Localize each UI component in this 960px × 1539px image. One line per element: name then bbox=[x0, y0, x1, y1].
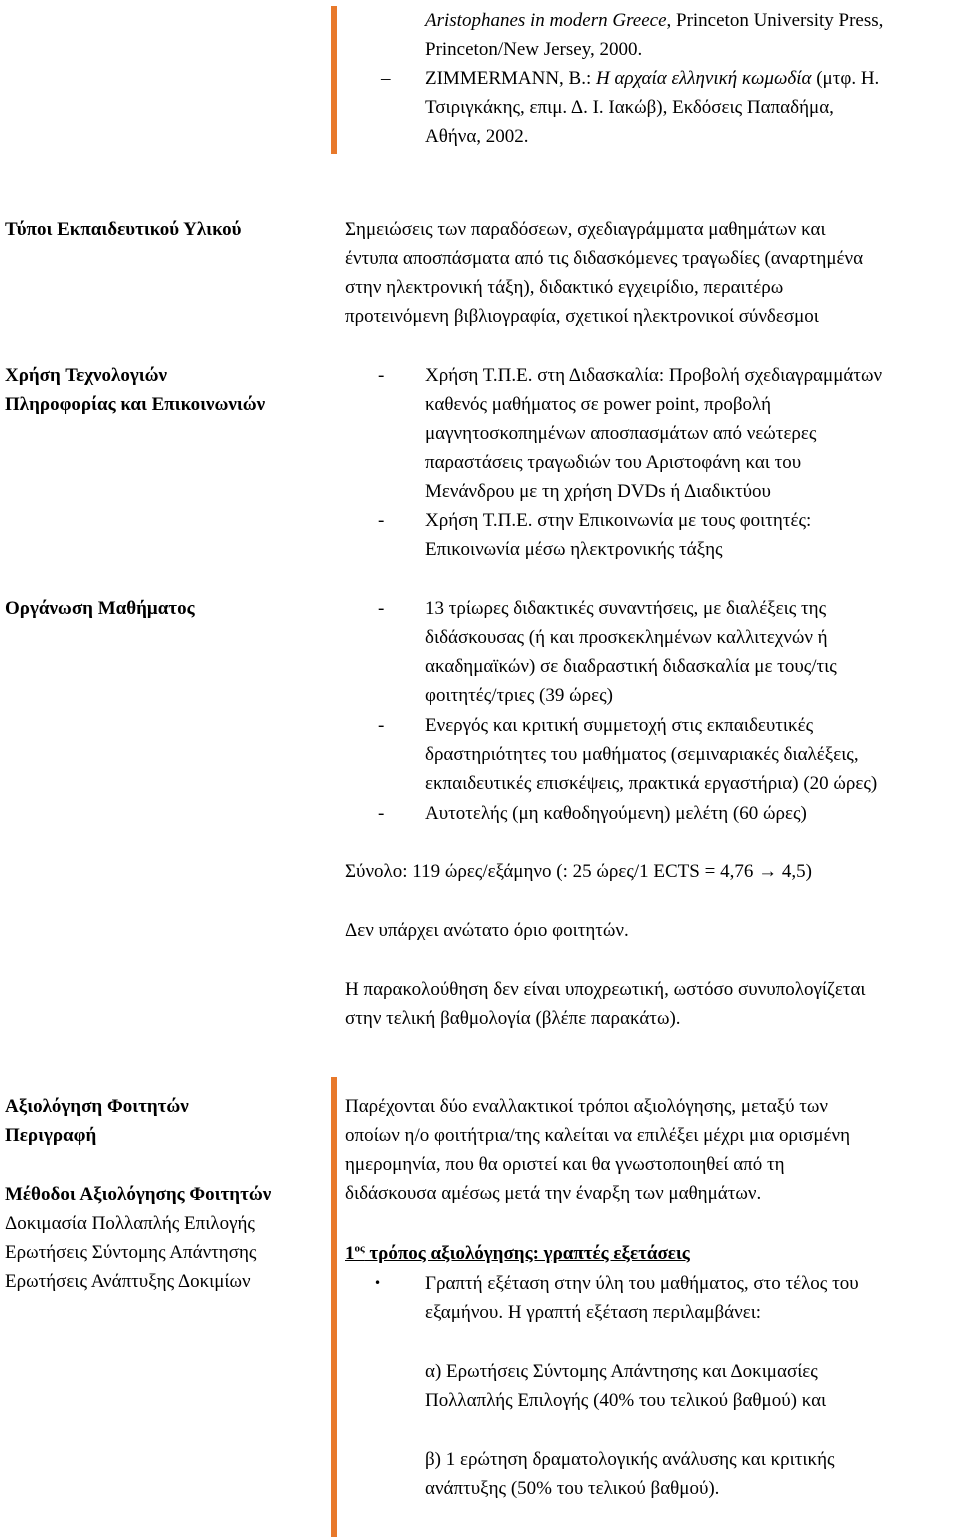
text-line: προτεινόμενη βιβλιογραφία, σχετικοί ηλεκτρονικοί σύνδεσμοι bbox=[345, 306, 819, 327]
exam-part-b bbox=[425, 1445, 960, 1503]
text-line: Επικοινωνία μέσω ηλεκτρονικής τάξης bbox=[425, 539, 723, 560]
text-line: οποίων η/ο φοιτήτρια/της καλείται να επιλέξει μέχρι μια ορισμένη bbox=[345, 1125, 851, 1146]
text-line: ημερομηνία, που θα οριστεί και θα γνωστοποιηθεί από τη bbox=[345, 1154, 785, 1175]
reference-line: Αθήνα, 2002. bbox=[425, 126, 529, 147]
no-limit-note: Δεν υπάρχει ανώτατο όριο φοιτητών. bbox=[345, 920, 629, 941]
text-line: Χρήση Τ.Π.Ε. στην Επικοινωνία με τους φοιτητές: bbox=[425, 510, 812, 531]
organization-item bbox=[425, 594, 960, 710]
way-text: τρόπος αξιολόγησης: γραπτές εξετάσεις bbox=[364, 1243, 690, 1264]
text-line: ανάπτυξης (50% του τελικού βαθμού). bbox=[425, 1478, 720, 1499]
organization-item: Αυτοτελής (μη καθοδηγούμενη) μελέτη (60 ώρες) bbox=[425, 803, 807, 824]
text-line: μαγνητοσκοπημένων αποσπασμάτων από νεώτερες bbox=[425, 423, 817, 444]
way-number: 1 bbox=[345, 1243, 355, 1264]
text-line: εκπαιδευτικές επισκέψεις, πρακτικά εργαστήρια) (20 ώρες) bbox=[425, 773, 878, 794]
reference-line: Princeton/New Jersey, 2000. bbox=[425, 39, 643, 60]
method-item: Δοκιμασία Πολλαπλής Επιλογής bbox=[5, 1213, 255, 1234]
text-line: Η παρακολούθηση δεν είναι υποχρεωτική, ωστόσο συνυπολογίζεται bbox=[345, 979, 866, 1000]
ict-label-line: Πληροφορίας και Επικοινωνιών bbox=[5, 394, 266, 415]
ict-item bbox=[425, 361, 960, 506]
assessment-way-heading bbox=[345, 1239, 957, 1268]
method-item: Ερωτήσεις Ανάπτυξης Δοκιμίων bbox=[5, 1271, 251, 1292]
reference-author: ZIMMERMANN, B.: bbox=[425, 68, 597, 89]
way-ordinal: ος bbox=[354, 1242, 365, 1255]
methods-list bbox=[5, 1209, 325, 1296]
ict-item bbox=[425, 506, 960, 564]
book-title: Aristophanes in modern Greece bbox=[425, 10, 667, 31]
organization-item bbox=[425, 711, 960, 798]
text-line: διδάσκουσας (ή και προσκεκλημένων καλλιτεχνών ή bbox=[425, 627, 828, 648]
methods-label: Μέθοδοι Αξιολόγησης Φοιτητών bbox=[5, 1184, 272, 1205]
reference-note: (μτφ. Η. bbox=[811, 68, 880, 89]
dash-marker: - bbox=[378, 715, 385, 736]
text-line: παραστάσεις τραγωδιών του Αριστοφάνη και του bbox=[425, 452, 802, 473]
dash-marker: – bbox=[381, 68, 391, 89]
text-line: ακαδημαϊκών) σε διαδραστική διδασκαλία με τους/τις bbox=[425, 656, 837, 677]
text-line: φοιτητές/τριες (39 ώρες) bbox=[425, 685, 613, 706]
text-line: β) 1 ερώτηση δραματολογικής ανάλυσης και κριτικής bbox=[425, 1449, 835, 1470]
text-line: έντυπα αποσπάσματα από τις διδασκόμενες τραγωδίες (αναρτημένα bbox=[345, 248, 864, 269]
total-hours: Σύνολο: 119 ώρες/εξάμηνο (: 25 ώρες/1 ECTS = 4,76 → 4,5) bbox=[345, 861, 812, 882]
reference-publisher: , Princeton University Press, bbox=[666, 10, 884, 31]
text-line: εξαμήνου. Η γραπτή εξέταση περιλαμβάνει: bbox=[425, 1302, 762, 1323]
bullet-icon: • bbox=[374, 1276, 382, 1290]
method-item: Ερωτήσεις Σύντομης Απάντησης bbox=[5, 1242, 257, 1263]
text-line: στην τελική βαθμολογία (βλέπε παρακάτω). bbox=[345, 1008, 681, 1029]
reference-line bbox=[425, 6, 960, 35]
assessment-label-line: Αξιολόγηση Φοιτητών bbox=[5, 1096, 189, 1117]
exam-description bbox=[425, 1269, 960, 1327]
organization-label: Οργάνωση Μαθήματος bbox=[5, 598, 195, 619]
book-title: Η αρχαία ελληνική κωμωδία bbox=[596, 68, 812, 89]
assessment-label-line: Περιγραφή bbox=[5, 1125, 97, 1146]
ict-label bbox=[5, 361, 325, 419]
text-line: Χρήση Τ.Π.Ε. στη Διδασκαλία: Προβολή σχεδιαγραμμάτων bbox=[425, 365, 883, 386]
column-divider-bottom bbox=[331, 1077, 337, 1537]
materials-label: Τύποι Εκπαιδευτικού Υλικού bbox=[5, 219, 242, 240]
dash-marker: - bbox=[378, 365, 385, 386]
materials-text bbox=[345, 215, 957, 331]
reference-line: Τσιριγκάκης, επιμ. Δ. Ι. Ιακώβ), Εκδόσεις Παπαδήμα, bbox=[425, 97, 834, 118]
text-line: στην ηλεκτρονική τάξη), διδακτικό εγχειρίδιο, περαιτέρω bbox=[345, 277, 784, 298]
text-line: δραστηριότητες του μαθήματος (σεμιναριακές διαλέξεις, bbox=[425, 744, 859, 765]
reference-line bbox=[425, 64, 960, 93]
text-line: καθενός μαθήματος σε power point, προβολή bbox=[425, 394, 772, 415]
dash-marker: - bbox=[378, 510, 385, 531]
dash-marker: - bbox=[378, 598, 385, 619]
text-line: 13 τρίωρες διδακτικές συναντήσεις, με διαλέξεις της bbox=[425, 598, 827, 619]
text-line: Πολλαπλής Επιλογής (40% του τελικού βαθμού) και bbox=[425, 1390, 827, 1411]
dash-marker: - bbox=[378, 803, 385, 824]
text-line: Γραπτή εξέταση στην ύλη του μαθήματος, στο τέλος του bbox=[425, 1273, 859, 1294]
text-line: διδάσκουσα αμέσως μετά την έναρξη των μαθημάτων. bbox=[345, 1183, 762, 1204]
attendance-note bbox=[345, 975, 957, 1033]
exam-part-a bbox=[425, 1357, 960, 1415]
text-line: Μενάνδρου με τη χρήση DVDs ή Διαδικτύου bbox=[425, 481, 771, 502]
column-divider-top bbox=[331, 6, 337, 154]
text-line: α) Ερωτήσεις Σύντομης Απάντησης και Δοκιμασίες bbox=[425, 1361, 818, 1382]
text-line: Ενεργός και κριτική συμμετοχή στις εκπαιδευτικές bbox=[425, 715, 814, 736]
assessment-label bbox=[5, 1092, 325, 1150]
text-line: Σημειώσεις των παραδόσεων, σχεδιαγράμματα μαθημάτων και bbox=[345, 219, 826, 240]
assessment-intro bbox=[345, 1092, 957, 1208]
ict-label-line: Χρήση Τεχνολογιών bbox=[5, 365, 168, 386]
text-line: Παρέχονται δύο εναλλακτικοί τρόποι αξιολόγησης, μεταξύ των bbox=[345, 1096, 829, 1117]
